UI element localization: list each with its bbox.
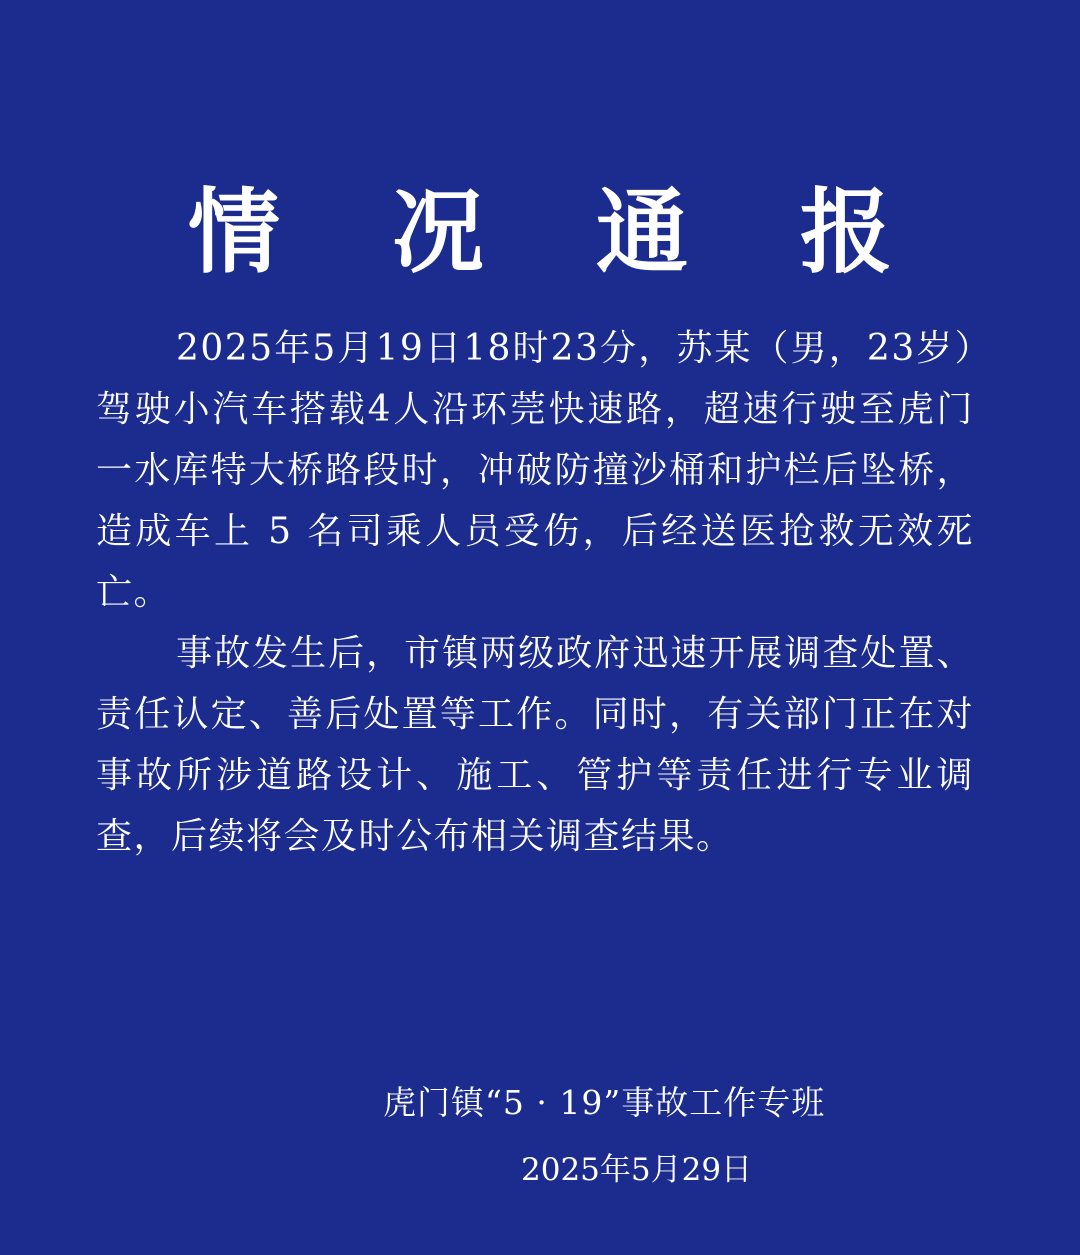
issuer-signature: 虎门镇“5 · 19”事故工作专班: [383, 1083, 826, 1122]
notice-body: [96, 318, 974, 867]
notice-title: 情 况 通 报: [187, 179, 933, 286]
issue-date: 2025年5月29日: [521, 1152, 753, 1188]
notice-paragraph-2: 事故发生后，市镇两级政府迅速开展调查处置、责任认定、善后处置等工作。同时，有关部门正在对事故所涉道路设计、施工、管护等责任进行专业调查，后续将会及时公布相关调查结果。: [96, 633, 974, 857]
notice-paragraph-1: 2025年5月19日18时23分，苏某（男，23岁）驾驶小汽车搭载4人沿环莞快速路，超速行驶至虎门一水库特大桥路段时，冲破防撞沙桶和护栏后坠桥，造成车上 5 名司乘人员受伤，后经送医抢救无效死亡。: [96, 328, 974, 613]
